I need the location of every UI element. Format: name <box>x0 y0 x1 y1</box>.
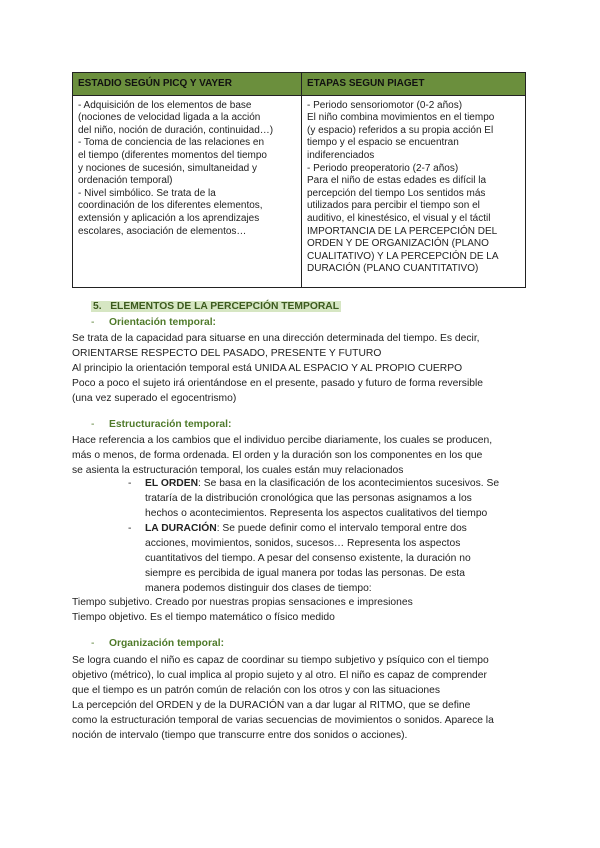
text-line: ORIENTARSE RESPECTO DEL PASADO, PRESENTE Y FUTURO <box>72 348 382 359</box>
table-line: el tiempo (diferentes momentos del tiempo <box>78 149 267 161</box>
section-number: 5. <box>93 301 102 312</box>
dash-marker: - <box>91 419 95 430</box>
table-line: - Nivel simbólico. Se trata de la <box>78 187 216 199</box>
table-cell-picq-vayer <box>73 95 302 287</box>
text-line: manera podemos distinguir dos clases de tiempo: <box>145 583 372 594</box>
text-line: Hace referencia a los cambios que el individuo percibe diariamente, los cuales se producen, <box>72 435 493 446</box>
table-cell-piaget <box>302 95 526 287</box>
text-line: Tiempo subjetivo. Creado por nuestras propias sensaciones e impresiones <box>72 597 413 608</box>
paragraph-tiempos <box>72 595 530 625</box>
table-line: indiferenciados <box>307 149 375 161</box>
text-line: se asienta la estructuración temporal, los cuales están muy relacionados <box>72 465 404 476</box>
table-line: - Adquisición de los elementos de base <box>78 99 252 111</box>
table-line: tiempo y el espacio se encuentran <box>307 137 459 149</box>
text-line: noción de intervalo (tiempo que transcurre entre dos sonidos o acciones). <box>72 730 408 741</box>
table-line: Para el niño de estas edades es difícil la <box>307 175 486 187</box>
paragraph-organizacion <box>72 653 530 743</box>
table-line: IMPORTANCIA DE LA PERCEPCIÓN DEL <box>307 225 498 237</box>
text-line: Se trata de la capacidad para situarse en una dirección determinada del tiempo. Es decir, <box>72 333 480 344</box>
dash-marker: - <box>91 638 95 649</box>
table-header-piaget: ETAPAS SEGUN PIAGET <box>302 73 526 96</box>
table-line: (y espacio) referidos a su propia acción El <box>307 124 494 136</box>
table-line: ORDEN Y DE ORGANIZACIÓN (PLANO <box>307 238 489 250</box>
table-line: CUALITATIVO) Y LA PERCEPCIÓN DE LA <box>307 250 499 262</box>
table-header-picq-vayer: ESTADIO SEGÚN PICQ Y VAYER <box>73 73 302 96</box>
table-line: escolares, asociación de elementos… <box>78 225 247 237</box>
text-line: Poco a poco el sujeto irá orientándose en el presente, pasado y futuro de forma reversible <box>72 378 483 389</box>
subheading-estructuracion <box>91 419 231 430</box>
text-line: Se logra cuando el niño es capaz de coordinar su tiempo subjetivo y psíquico con el tiempo <box>72 655 489 666</box>
table-line: El niño combina movimientos en el tiempo <box>307 112 495 124</box>
table-line: del niño, noción de duración, continuidad…) <box>78 124 274 136</box>
table-line: DURACIÓN (PLANO CUANTITATIVO) <box>307 263 479 275</box>
table-line: - Periodo sensoriomotor (0-2 años) <box>307 99 463 111</box>
text-line: como la estructuración temporal de varias secuencias de movimientos o sonidos. Aparece la <box>72 715 494 726</box>
definition-text: : Se basa en la clasificación de los acontecimientos sucesivos. Se <box>198 478 500 489</box>
table-line: percepción del tiempo Los sentidos más <box>307 187 486 199</box>
section-heading <box>91 301 341 312</box>
term-orden: EL ORDEN <box>145 478 199 489</box>
text-line: más o menos, de forma ordenada. El orden y la duración son los componentes en los que <box>72 450 483 461</box>
bullet-el-orden <box>128 476 528 521</box>
text-line: Al principio la orientación temporal está UNIDA AL ESPACIO Y AL PROPIO CUERPO <box>72 363 463 374</box>
table-line: - Periodo preoperatorio (2-7 años) <box>307 162 459 174</box>
dash-marker: - <box>91 317 95 328</box>
text-line: que el tiempo es un patrón común de relación con los otros y con las situaciones <box>72 685 441 696</box>
text-line: Tiempo objetivo. Es el tiempo matemático o físico medido <box>72 612 335 623</box>
text-line: cuantitativos del tiempo. A pesar del consenso existente, la duración no <box>145 553 471 564</box>
text-line: trataría de la distribución cronológica que las personas asignamos a los <box>145 493 472 504</box>
subheading-text: Organización temporal: <box>109 638 225 649</box>
bullet-dash: - <box>128 478 132 489</box>
table-line: auditivo, el kinestésico, el visual y el táctil <box>307 212 491 224</box>
table-line: extensión y aplicación a los aprendizajes <box>78 212 260 224</box>
table-line: ordenación temporal) <box>78 175 173 187</box>
text-line <box>145 521 528 536</box>
table-line: (nociones de velocidad ligada a la acción <box>78 112 261 124</box>
text-line: (una vez superado el egocentrismo) <box>72 393 237 404</box>
subheading-text: Estructuración temporal: <box>109 419 232 430</box>
bullet-dash: - <box>128 523 132 534</box>
text-line: La percepción del ORDEN y de la DURACIÓN van a dar lugar al RITMO, que se define <box>72 700 471 711</box>
subheading-orientacion <box>91 317 216 328</box>
paragraph-estructuracion <box>72 433 530 478</box>
paragraph-orientacion <box>72 331 530 406</box>
subheading-organizacion <box>91 638 224 649</box>
text-line: siempre es percibida de igual manera por todas las personas. De esta <box>145 568 465 579</box>
definition-text: : Se puede definir como el intervalo temporal entre dos <box>216 523 467 534</box>
text-line: hechos o acontecimientos. Representa los aspectos cualitativos del tiempo <box>145 508 488 519</box>
bullet-la-duracion <box>128 521 528 596</box>
comparison-table <box>72 72 526 288</box>
section-title: ELEMENTOS DE LA PERCEPCIÓN TEMPORAL <box>110 301 340 312</box>
text-line: acciones, movimientos, sonidos, sucesos… Representa los aspectos <box>145 538 461 549</box>
table-line: utilizados para percibir el tiempo son el <box>307 200 480 212</box>
table-line: y nociones de sucesión, simultaneidad y <box>78 162 257 174</box>
term-duracion: LA DURACIÓN <box>145 523 217 534</box>
subheading-text: Orientación temporal: <box>109 317 216 328</box>
text-line: objetivo (métrico), lo cual implica al propio sujeto y al otro. El niño es capaz de comprender <box>72 670 487 681</box>
table-line: - Toma de conciencia de las relaciones en <box>78 137 265 149</box>
table-line: coordinación de los diferentes elementos, <box>78 200 263 212</box>
text-line <box>145 476 528 491</box>
